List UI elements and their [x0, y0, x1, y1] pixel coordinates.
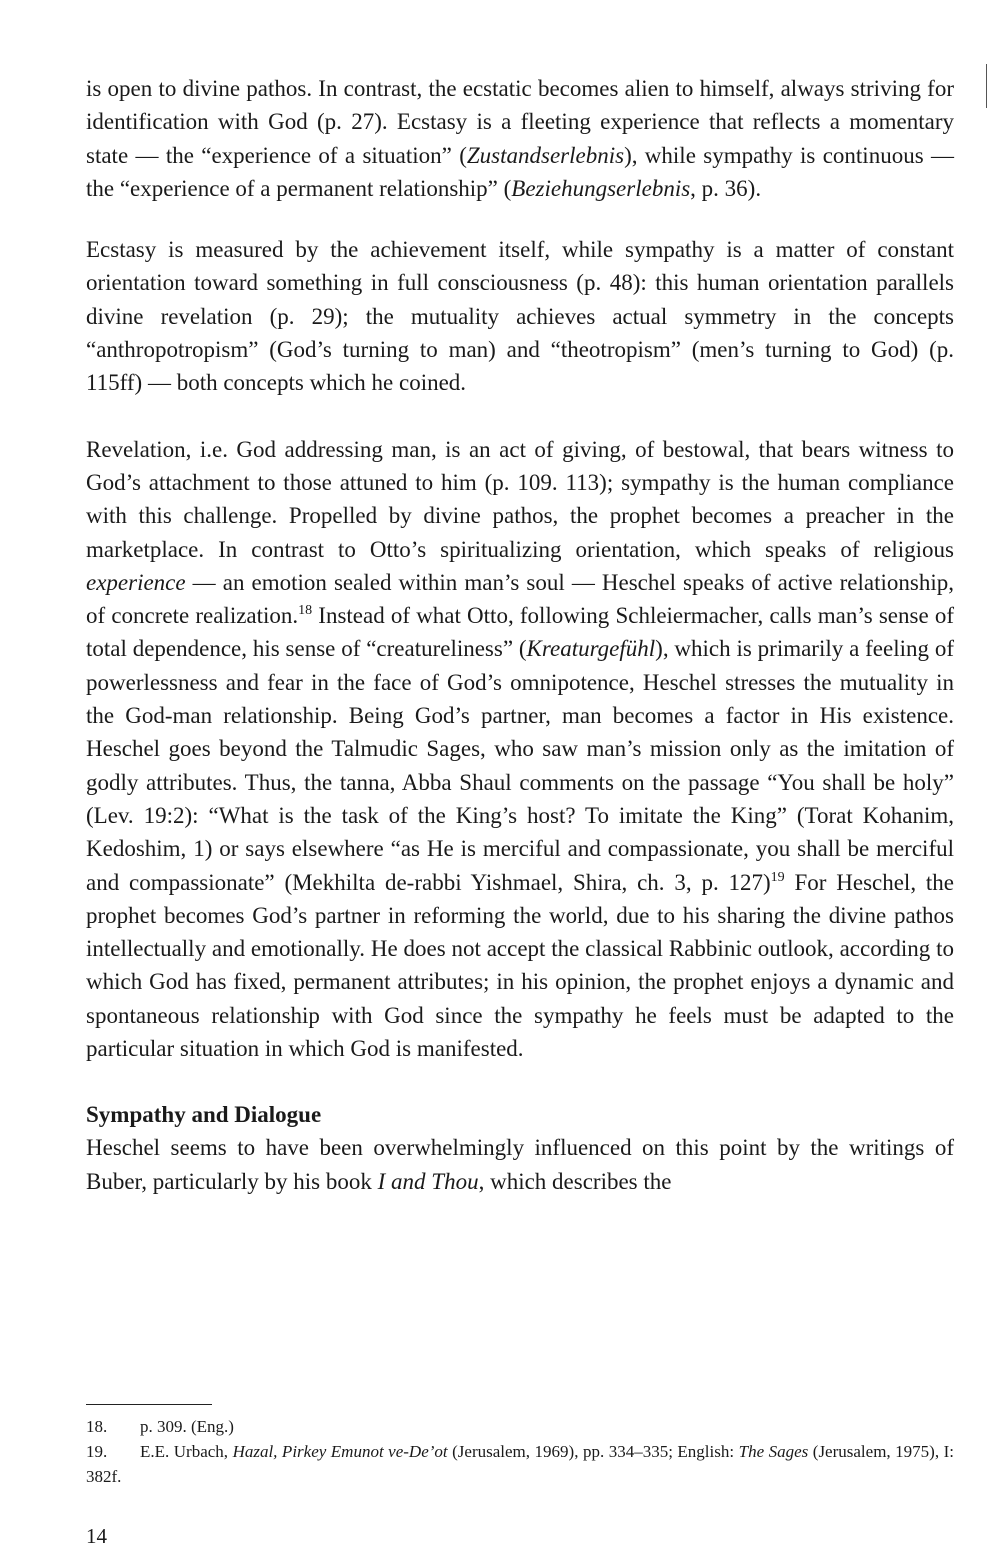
footnote-rule	[86, 1404, 212, 1405]
footnote-italic-title: Hazal, Pirkey Emunot ve-De’ot	[232, 1442, 448, 1461]
footnote-19	[86, 1439, 954, 1489]
italic-term: Beziehungserlebnis	[511, 175, 691, 201]
text-run: , which describes the	[478, 1168, 672, 1194]
italic-term: Zustandserlebnis	[466, 142, 625, 168]
page-edge-mark	[986, 64, 987, 108]
footnote-italic-title: The Sages	[738, 1442, 809, 1461]
paragraph-3	[86, 433, 954, 1066]
section-heading: Sympathy and Dialogue	[86, 1102, 322, 1128]
footnote-text: p. 309. (Eng.)	[140, 1417, 234, 1436]
footnote-text: E.E. Urbach,	[140, 1442, 233, 1461]
page-number: 14	[86, 1524, 107, 1548]
footnote-number: 18.	[86, 1417, 108, 1436]
footnote-text: (Jerusalem, 1975), I: 382f.	[86, 1442, 954, 1486]
text-run: is open to divine pathos. In contrast, the ecstatic becomes alien to himself, always striving for identification with God (p. 27). Ecstasy is a fleeting experience that reflects a momentary state — the “experience of a situation” (	[86, 76, 954, 168]
text-run: Heschel seems to have been overwhelmingly influenced on this point by the writings of Buber, particularly by his book	[86, 1135, 954, 1194]
paragraph-2: Ecstasy is measured by the achievement itself, while sympathy is a matter of constant orientation toward something in full consciousness (p. 48): this human orientation parallels divine revelation (p. 29); the mutuality achieves actual symmetry in the concepts “anthropotropism” (God’s turning to man) and “theotropism” (men’s turning to God) (p. 115ff) — both concepts which he coined.	[86, 237, 954, 396]
text-run: For Heschel, the prophet becomes God’s partner in reforming the world, due to his sharing the divine pathos intellectually and emotionally. He does not accept the classical Rabbinic outlook, according to which God has fixed, permanent attributes; in his opinion, the prophet enjoys a dynamic and spontaneous relationship with God since the sympathy he feels must be adapted to the particular situation in which God is manifested.	[86, 869, 954, 1062]
text-run: ), while sympathy is continuous — the “experience of a permanent relationship” (	[86, 142, 954, 201]
text-run: — an emotion sealed within man’s soul — Heschel speaks of active relationship, of concrete realization.	[86, 569, 954, 629]
paragraph-4	[86, 1131, 954, 1198]
paragraph-1	[86, 72, 954, 205]
text-run: ), which is primarily a feeling of powerlessness and fear in the face of God’s omnipotence, Heschel stresses the mutuality in the God-man relationship. Being God’s partner, man becomes a factor in His existence. Heschel goes beyond the Talmudic Sages, who saw man’s mission only as the imitation of godly attributes. Thus, the tanna, Abba Shaul comments on the passage “You shall be holy” (Lev. 19:2): “What is the task of the King’s host? To imitate the King” (Torat Kohanim, Kedoshim, 1) or says elsewhere “as He is merciful and compassionate, you shall be merciful and compassionate” (Mekhilta de-rabbi Yishmael, Shira, ch. 3, p. 127)	[86, 636, 954, 895]
text-run: , p. 36).	[690, 175, 762, 201]
text-run: Instead of what Otto, following Schleiermacher, calls man’s sense of total dependence, his sense of “creatureliness” (	[86, 603, 954, 662]
footnote-number: 19.	[86, 1442, 108, 1461]
page-body	[86, 72, 954, 1198]
footnote-18	[86, 1414, 954, 1439]
italic-title: I and Thou	[377, 1168, 479, 1194]
footnote-ref-18[interactable]: 18	[298, 603, 313, 619]
footnote-text: (Jerusalem, 1969), pp. 334–335; English:	[447, 1442, 739, 1461]
text-run: Revelation, i.e. God addressing man, is an act of giving, of bestowal, that bears witness to God’s attachment to those attuned to him (p. 109. 113); sympathy is the human compliance with this challenge. Propelled by divine pathos, the prophet becomes a preacher in the marketplace. In contrast to Otto’s spiritualizing orientation, which speaks of religious	[86, 436, 954, 562]
footnote-ref-19[interactable]: 19	[770, 869, 785, 885]
footnotes	[86, 1414, 954, 1489]
italic-term: experience	[86, 569, 186, 595]
italic-term: Kreaturgefühl	[526, 636, 656, 662]
